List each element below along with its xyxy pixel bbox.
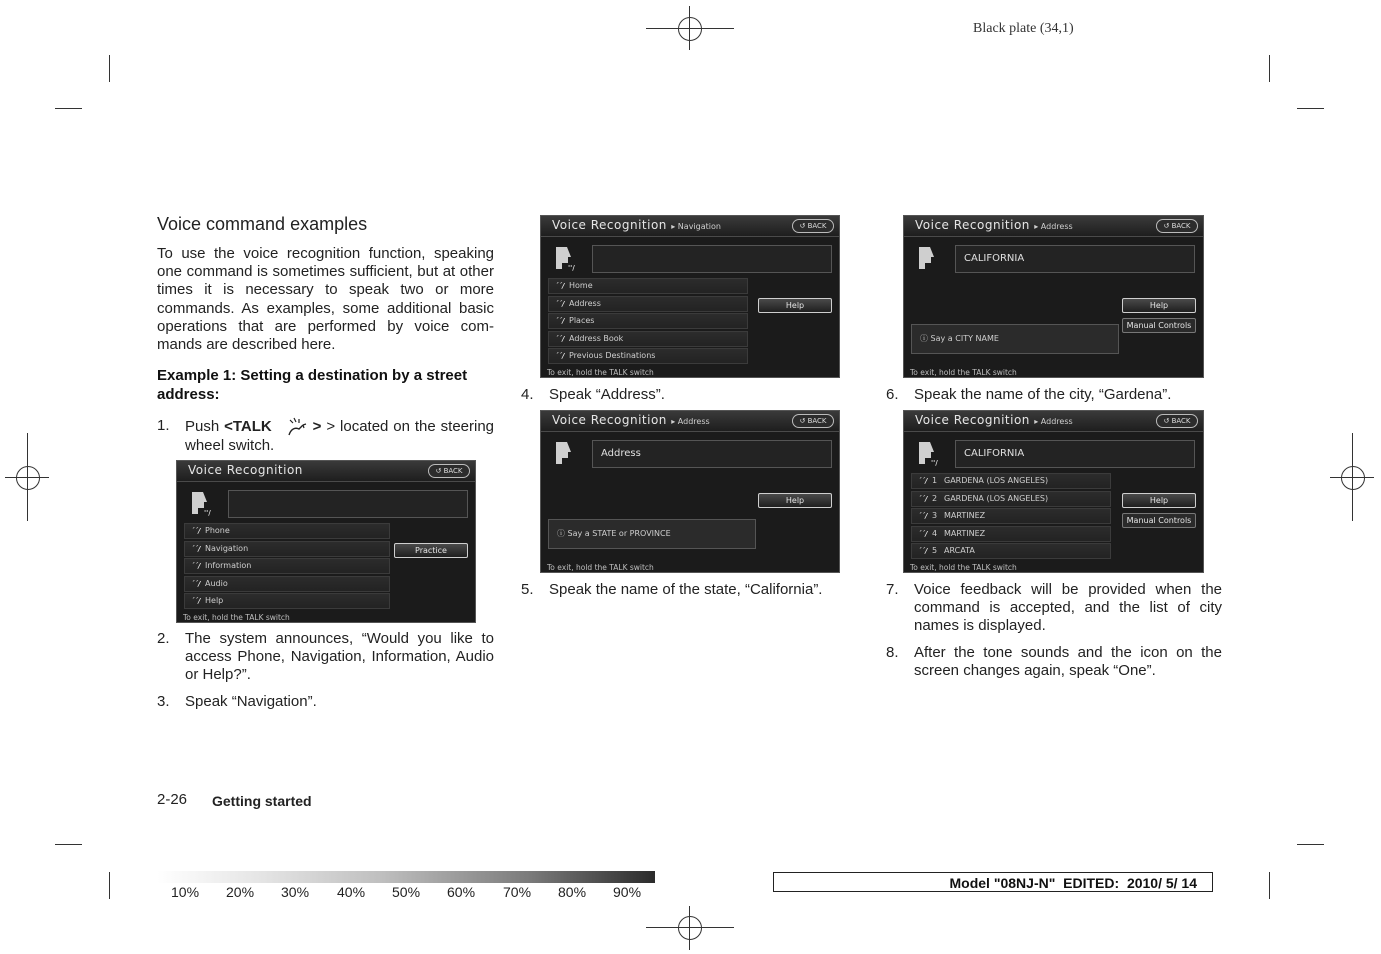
step-text: Push <TALK > > located on the steering wheel switch. — [185, 418, 495, 454]
list-item[interactable]: ´´/ Previous Destinations — [548, 348, 748, 364]
practice-button[interactable]: Practice — [394, 543, 468, 558]
step-2: 2. The system announces, “Would you like to access Phone, Navigation, Information, Audio or Help?”. — [157, 630, 494, 684]
exit-hint: To exit, hold the TALK switch — [183, 613, 290, 622]
manual-controls-button[interactable]: Manual Controls — [1122, 318, 1196, 333]
talk-switch-icon — [285, 417, 311, 437]
step-8: 8. After the tone sounds and the icon on the screen changes again, speak “One”. — [886, 644, 1222, 680]
list-item[interactable]: ´´/ 5 ARCATA — [911, 543, 1111, 559]
voice-head-icon — [553, 245, 575, 271]
voice-input-box: Address — [592, 440, 832, 468]
gradient-label: 30% — [281, 884, 310, 900]
page-section: Getting started — [212, 793, 312, 809]
back-button[interactable]: ↺ BACK — [1156, 219, 1198, 233]
gradient-label: 60% — [447, 884, 476, 900]
model-box: Model "08NJ-N" EDITED: 2010/ 5/ 14 — [773, 872, 1213, 892]
voice-input-box: CALIFORNIA — [955, 440, 1195, 468]
screen-title: Voice Recognition — [188, 463, 303, 477]
voice-head-icon — [553, 440, 575, 466]
registration-mark-circle — [16, 466, 40, 490]
list-item[interactable]: ´´/ Address Book — [548, 331, 748, 347]
gradient-label: 20% — [226, 884, 255, 900]
info-icon: ⓘ — [557, 529, 568, 538]
command-list — [184, 523, 390, 611]
section-title: Voice command examples — [157, 214, 368, 234]
city-list — [911, 473, 1111, 561]
step-6: 6. Speak the name of the city, “Gardena”. — [886, 386, 1172, 403]
back-button[interactable]: ↺ BACK — [428, 464, 470, 478]
step-text-post: > located on the steering wheel switch. — [185, 418, 495, 454]
crop-mark — [1297, 108, 1324, 109]
voice-head-icon — [916, 440, 938, 466]
info-icon: ⓘ — [920, 334, 931, 343]
screen-voice-recognition-main — [176, 460, 476, 623]
back-button[interactable]: ↺ BACK — [1156, 414, 1198, 428]
svg-text:''/: ''/ — [568, 264, 575, 271]
help-button[interactable]: Help — [758, 493, 832, 508]
gradient-label: 80% — [558, 884, 587, 900]
voice-prompt: ⓘ Say a STATE or PROVINCE — [548, 519, 756, 549]
list-item[interactable]: ´´/ 4 MARTINEZ — [911, 526, 1111, 542]
back-button[interactable]: ↺ BACK — [792, 414, 834, 428]
list-item[interactable]: ´´/ Help — [184, 593, 390, 609]
list-item[interactable]: ´´/ Home — [548, 278, 748, 294]
gradient-label: 50% — [392, 884, 421, 900]
crop-mark — [1297, 844, 1324, 845]
page-number: 2-26 — [157, 791, 188, 808]
list-item[interactable]: ´´/ Audio — [184, 576, 390, 592]
gradient-bar — [157, 871, 655, 883]
voice-prompt: ⓘ Say a CITY NAME — [911, 324, 1119, 354]
screen-address-city — [903, 215, 1204, 378]
voice-head-icon — [916, 245, 938, 271]
screen-title-bar — [177, 461, 475, 482]
list-item[interactable]: ´´/ 3 MARTINEZ — [911, 508, 1111, 524]
exit-hint: To exit, hold the TALK switch — [547, 563, 654, 572]
screen-address-state — [540, 410, 840, 573]
crop-mark — [55, 108, 82, 109]
step-7: 7. Voice feedback will be provided when the command is accepted, and the list of city names is displayed. — [886, 581, 1222, 635]
exit-hint: To exit, hold the TALK switch — [910, 368, 1017, 377]
exit-hint: To exit, hold the TALK switch — [910, 563, 1017, 572]
crop-mark — [1269, 872, 1270, 899]
gradient-label: 10% — [171, 884, 200, 900]
crop-mark — [109, 55, 110, 82]
screen-city-list — [903, 410, 1204, 573]
help-button[interactable]: Help — [1122, 298, 1196, 313]
command-list — [548, 278, 748, 366]
exit-hint: To exit, hold the TALK switch — [547, 368, 654, 377]
gradient-label: 90% — [613, 884, 642, 900]
gradient-label: 70% — [503, 884, 532, 900]
screen-title: Voice Recognition ▸ Address — [552, 413, 710, 427]
list-item[interactable]: ´´/ Places — [548, 313, 748, 329]
step-number: 1. — [157, 417, 170, 434]
voice-input-box — [592, 245, 832, 273]
crop-mark — [109, 872, 110, 899]
voice-input-box: CALIFORNIA — [955, 245, 1195, 273]
help-button[interactable]: Help — [1122, 493, 1196, 508]
crop-mark — [1269, 55, 1270, 82]
step-5: 5. Speak the name of the state, “California”. — [521, 581, 823, 598]
step-1 — [157, 417, 494, 455]
list-item[interactable]: ´´/ Address — [548, 296, 748, 312]
example-title: Example 1: Setting a destination by a street address: — [157, 367, 468, 403]
step-3: 3. Speak “Navigation”. — [157, 693, 317, 710]
plate-label: Black plate (34,1) — [973, 21, 1074, 36]
list-item[interactable]: ´´/ 2 GARDENA (LOS ANGELES) — [911, 491, 1111, 507]
list-item[interactable]: ´´/ Information — [184, 558, 390, 574]
list-item[interactable]: ´´/ Navigation — [184, 541, 390, 557]
registration-mark-circle — [678, 916, 702, 940]
screen-navigation — [540, 215, 840, 378]
screen-title: Voice Recognition ▸ Navigation — [552, 218, 721, 232]
step-text-pre: Push — [185, 418, 225, 435]
registration-mark-circle — [678, 17, 702, 41]
talk-label: <TALK — [224, 418, 272, 435]
list-item[interactable]: ´´/ Phone — [184, 523, 390, 539]
intro-paragraph: To use the voice recognition function, speaking one command is sometimes sufficient, but at other times it is necessary to speak two or more commands. As examples, some additional basic operations that are performed by voice com-mands are described here. — [157, 245, 494, 354]
svg-text:''/: ''/ — [931, 459, 938, 466]
registration-mark-circle — [1341, 466, 1365, 490]
back-button[interactable]: ↺ BACK — [792, 219, 834, 233]
voice-head-icon — [189, 490, 211, 516]
manual-controls-button[interactable]: Manual Controls — [1122, 513, 1196, 528]
gradient-label: 40% — [337, 884, 366, 900]
screen-title: Voice Recognition ▸ Address — [915, 218, 1073, 232]
crop-mark — [55, 844, 82, 845]
svg-text:''/: ''/ — [204, 509, 211, 516]
list-item[interactable]: ´´/ 1 GARDENA (LOS ANGELES) — [911, 473, 1111, 489]
step-4: 4. Speak “Address”. — [521, 386, 665, 403]
voice-input-box — [228, 490, 468, 518]
screen-title: Voice Recognition ▸ Address — [915, 413, 1073, 427]
help-button[interactable]: Help — [758, 298, 832, 313]
